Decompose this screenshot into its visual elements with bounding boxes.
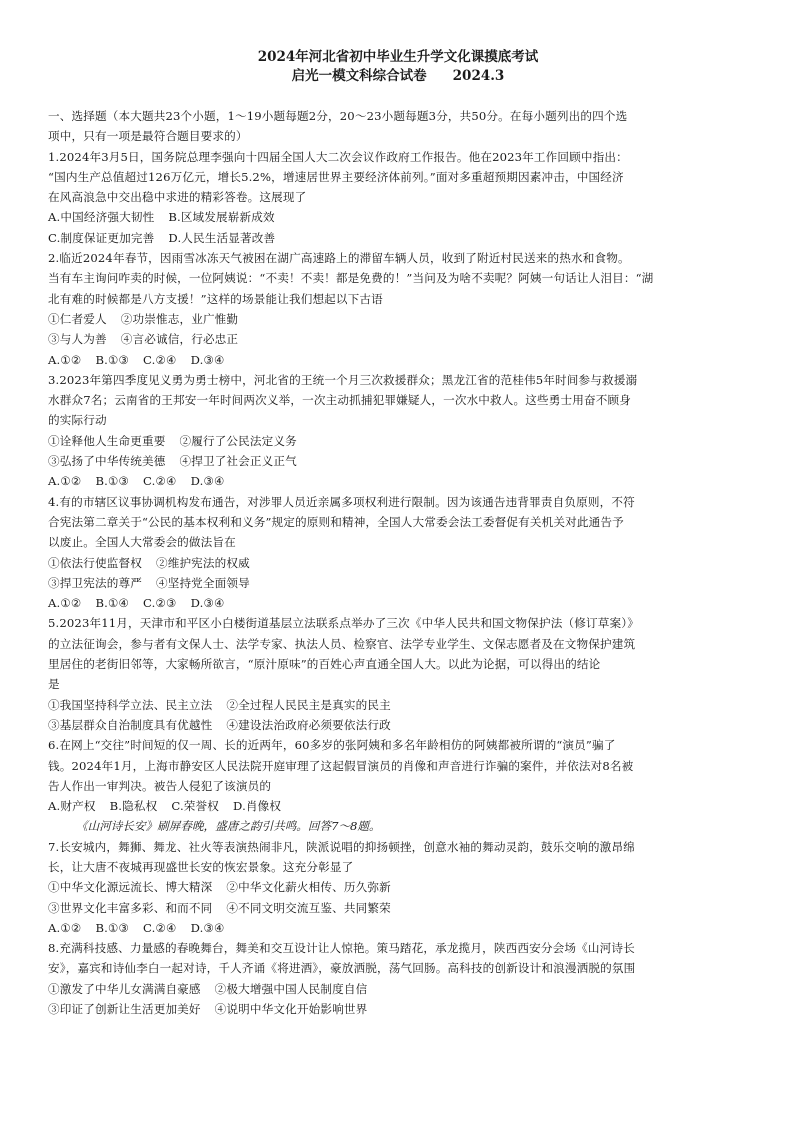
exam-subtitle-text: 启光一模文科综合试卷 <box>291 68 427 84</box>
q2-choice-c: C.②④ <box>143 352 177 367</box>
q5-stem-line-1: 5.2023年11月，天津市和平区小白楼街道基层立法联系点举办了三次《中华人民共和国文物保护法（修订草案）》 <box>48 616 639 631</box>
exam-page <box>48 48 748 1019</box>
q4-stem-line-1: 4.有的市辖区议事协调机构发布通告，对涉罪人员近亲属多项权利进行限制。因为该通告违背罪责自负原则，不符 <box>48 494 635 509</box>
q5-items-row-2 <box>48 715 748 735</box>
q5-item-3: ③基层群众自治制度具有优越性 <box>48 717 213 732</box>
q2-items-row-1 <box>48 309 748 329</box>
q4-item-4: ④坚持党全面领导 <box>155 575 250 590</box>
q5-item-1: ①我国坚持科学立法、民主立法 <box>48 697 213 712</box>
q4-items-row-2 <box>48 573 748 593</box>
q2-stem-line-3: 北有难的时候都是八方支援！”这样的场景能让我们想起以下古语 <box>48 291 383 306</box>
q5-item-4: ④建设法治政府必须要依法行政 <box>226 717 391 732</box>
q1-stem-line-3: 在风高浪急中交出稳中求进的精彩答卷。这展现了 <box>48 190 307 205</box>
q7-stem-line-1: 7.长安城内，舞狮、舞龙、社火等表演热闹非凡，陕派说唱的抑扬顿挫，创意水袖的舞动灵韵，鼓乐交响的激昂绵 <box>48 839 635 854</box>
q3-stem-line-1: 3.2023年第四季度见义勇为勇士榜中，河北省的王统一个月三次救援群众；黑龙江省的范桂伟5年时间参与救援溺 <box>48 372 638 387</box>
q6-option-b: B.隐私权 <box>109 799 158 814</box>
section-instructions-line-2: 项中，只有一项是最符合题目要求的） <box>48 129 248 144</box>
q5-stem-line-4: 是 <box>48 677 60 692</box>
q1-option-b: B.区域发展崭新成效 <box>168 210 275 225</box>
q7-8-lead: 《山河诗长安》刷屏春晚，盛唐之韵引共鸣。回答7～8题。 <box>76 819 381 834</box>
q1-options-row-1 <box>48 207 748 227</box>
q7-choice-c: C.②④ <box>143 920 177 935</box>
q4-items-row-1 <box>48 553 748 573</box>
q5-stem-line-2: 的立法征询会，参与者有文保人士、法学专家、执法人员、检察官、法学专业学生、文保志愿者及在文物保护建筑 <box>48 636 636 651</box>
q2-choice-a: A.①② <box>48 352 82 367</box>
q1-option-d: D.人民生活显著改善 <box>168 230 276 245</box>
q8-item-3: ③印证了创新让生活更加美好 <box>48 1002 201 1017</box>
exam-date: 2024.3 <box>452 68 505 84</box>
q6-stem-line-1: 6.在网上“交往”时间短的仅一周、长的近两年，60多岁的张阿姨和多名年龄相仿的阿姨都被所谓的“演员”骗了 <box>48 738 616 753</box>
q2-stem-line-1: 2.临近2024年春节，因雨雪冰冻天气被困在湖广高速路上的滞留车辆人员，收到了附近村民送来的热水和食物。 <box>48 251 630 266</box>
q3-choices-row <box>48 471 748 491</box>
q8-items-row-1 <box>48 979 748 999</box>
q2-choice-d: D.③④ <box>190 352 225 367</box>
q7-choice-a: A.①② <box>48 920 82 935</box>
q3-choice-d: D.③④ <box>190 474 225 489</box>
q1-option-c: C.制度保证更加完善 <box>48 230 155 245</box>
q4-choices-row <box>48 593 748 613</box>
q7-items-row-2 <box>48 898 748 918</box>
q4-stem-line-3: 以废止。全国人大常委会的做法旨在 <box>48 535 236 550</box>
q3-stem-line-3: 的实际行动 <box>48 413 107 428</box>
q5-item-2: ②全过程人民民主是真实的民主 <box>226 697 391 712</box>
q3-stem-line-2: 水群众7名；云南省的王邦安一年时间两次义举，一次主动抓捕犯罪嫌疑人，一次水中救人。这些勇士用奋不顾身 <box>48 393 631 408</box>
exam-subtitle <box>48 67 748 86</box>
q4-item-3: ③捍卫宪法的尊严 <box>48 575 142 590</box>
q3-items-row-2 <box>48 451 748 471</box>
q8-item-2: ②极大增强中国人民制度自信 <box>214 981 368 996</box>
exam-title: 2024年河北省初中毕业生升学文化课摸底考试 <box>257 49 539 65</box>
q4-item-1: ①依法行使监督权 <box>48 555 142 570</box>
q3-choice-a: A.①② <box>48 474 82 489</box>
q4-stem-line-2: 合宪法第二章关于“公民的基本权利和义务”规定的原则和精神，全国人大常委会法工委督促有关机关对此通告予 <box>48 514 624 529</box>
q1-options-row-2 <box>48 228 748 248</box>
q7-item-2: ②中华文化薪火相传、历久弥新 <box>226 880 391 895</box>
q4-choice-c: C.②③ <box>143 596 177 611</box>
q6-stem-line-2: 钱。2024年1月，上海市静安区人民法院开庭审理了这起假冒演员的肖像和声音进行诈骗的案件，并依法对8名被 <box>48 758 634 773</box>
q7-item-1: ①中华文化源远流长、博大精深 <box>48 880 213 895</box>
q7-choice-b: B.①③ <box>95 920 130 935</box>
q3-item-3: ③弘扬了中华传统美德 <box>48 454 166 469</box>
q6-stem-line-3: 告人作出一审判决。被告人侵犯了该演员的 <box>48 778 272 793</box>
q2-choice-b: B.①③ <box>95 352 130 367</box>
q2-items-row-2 <box>48 329 748 349</box>
q4-choice-b: B.①④ <box>95 596 130 611</box>
q2-choices-row <box>48 350 748 370</box>
q4-item-2: ②维护宪法的权威 <box>155 555 250 570</box>
q7-stem-line-2: 长，让大唐不夜城再现盛世长安的恢宏景象。这充分彰显了 <box>48 859 354 874</box>
q7-item-4: ④不同文明交流互鉴、共同繁荣 <box>226 900 391 915</box>
q1-stem-line-2: “国内生产总值超过126万亿元，增长5.2%，增速居世界主要经济体前列。”面对多重超预期因素冲击，中国经济 <box>48 169 624 184</box>
q7-items-row-1 <box>48 877 748 897</box>
q4-choice-d: D.③④ <box>190 596 225 611</box>
q7-item-3: ③世界文化丰富多彩、和而不同 <box>48 900 213 915</box>
q3-item-1: ①诠释他人生命更重要 <box>48 433 166 448</box>
q6-option-c: C.荣誉权 <box>171 799 220 814</box>
q1-option-a: A.中国经济强大韧性 <box>48 210 155 225</box>
q3-choice-c: C.②④ <box>143 474 177 489</box>
q7-choice-d: D.③④ <box>190 920 225 935</box>
q6-options-row <box>48 796 748 816</box>
section-instructions-line-1: 一、选择题（本大题共23个小题，1～19小题每题2分，20～23小题每题3分，共50分。在每小题列出的四个选 <box>48 109 628 123</box>
q8-stem-line-1: 8.充满科技感、力量感的春晚舞台，舞美和交互设计让人惊艳。策马踏花，承龙揽月，陕西西安分会场《山河诗长 <box>48 941 635 956</box>
q2-stem-line-2: 当有车主询问咋卖的时候，一位阿姨说：“不卖！不卖！都是免费的！”当问及为啥不卖呢？阿姨一句话让人泪目：“湖 <box>48 271 654 286</box>
q3-item-4: ④捍卫了社会正义正气 <box>179 454 297 469</box>
q5-stem-line-3: 里居住的老街旧邻等，大家畅所欲言，“原汁原味”的百姓心声直通全国人大。以此为论据，可以得出的结论 <box>48 657 601 672</box>
q4-choice-a: A.①② <box>48 596 82 611</box>
q8-item-1: ①激发了中华儿女满满自豪感 <box>48 981 201 996</box>
q2-item-1: ①仁者爱人 <box>48 311 107 326</box>
q2-item-3: ③与人为善 <box>48 332 107 347</box>
q1-stem-line-1: 1.2024年3月5日，国务院总理李强向十四届全国人大二次会议作政府工作报告。他在2023年工作回顾中指出： <box>48 149 628 164</box>
q3-choice-b: B.①③ <box>95 474 130 489</box>
q7-choices-row <box>48 918 748 938</box>
q6-option-d: D.肖像权 <box>233 799 282 814</box>
q6-option-a: A.财产权 <box>48 799 96 814</box>
q3-items-row-1 <box>48 431 748 451</box>
q8-item-4: ④说明中华文化开始影响世界 <box>214 1002 368 1017</box>
q5-items-row-1 <box>48 695 748 715</box>
q3-item-2: ②履行了公民法定义务 <box>179 433 297 448</box>
q2-item-2: ②功崇惟志，业广惟勤 <box>120 311 239 326</box>
q8-stem-line-2: 安》，嘉宾和诗仙李白一起对诗，千人齐诵《将进酒》，豪放洒脱，荡气回肠。高科技的创新设计和浪漫洒脱的氛围 <box>48 961 636 976</box>
q8-items-row-2 <box>48 999 748 1019</box>
q2-item-4: ④言必诚信，行必忠正 <box>120 332 239 347</box>
